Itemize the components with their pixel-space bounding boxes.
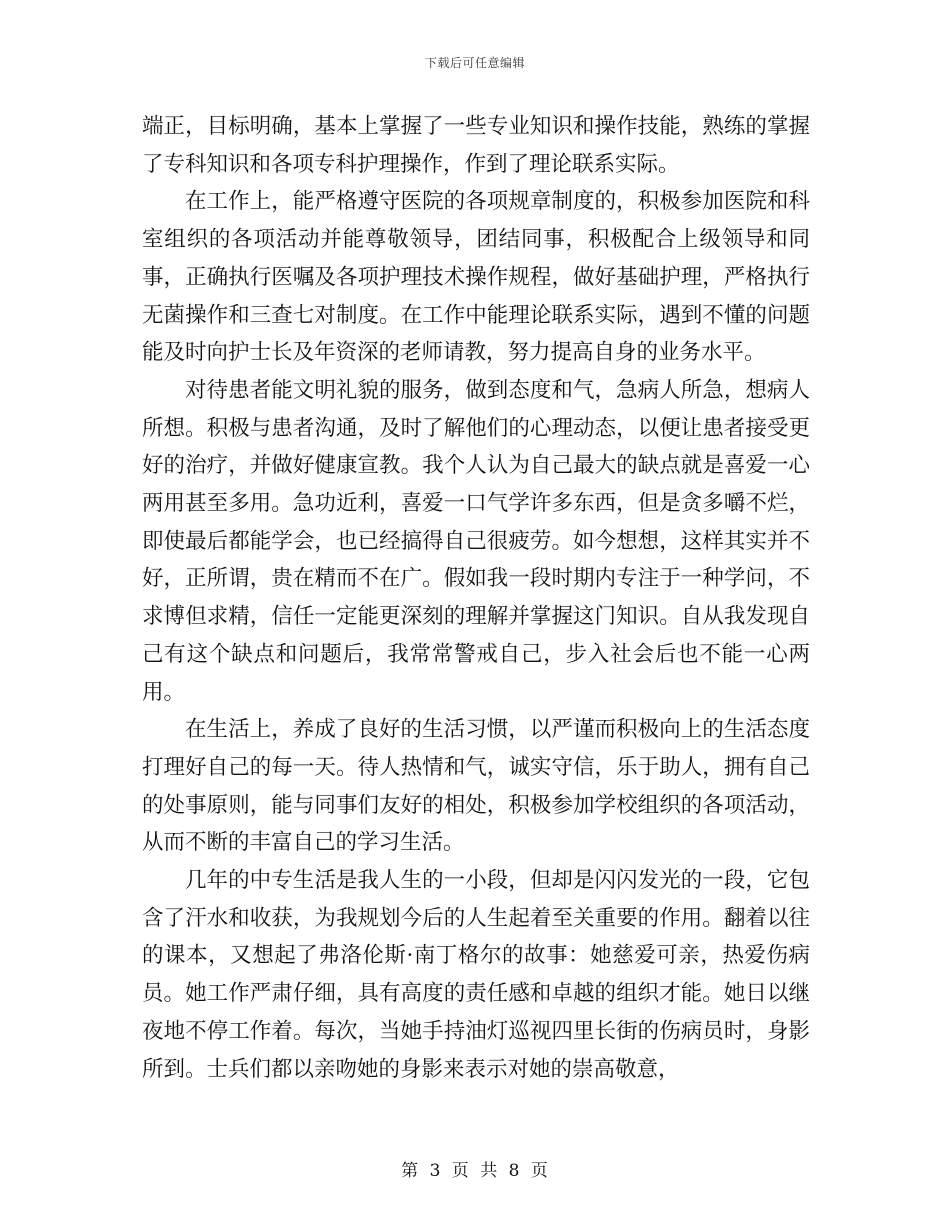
page-number-footer: 第 3 页 共 8 页 — [401, 1161, 549, 1181]
document-body — [142, 108, 810, 1088]
paragraph-3: 对待患者能文明礼貌的服务，做到态度和气，急病人所急，想病人所想。积极与患者沟通，及时了解他们的心理动态，以便让患者接受更好的治疗，并做好健康宣教。我个人认为自己最大的缺点就是喜爱一心两用甚至多用。急功近利，喜爱一口气学许多东西，但是贪多嚼不烂，即使最后都能学会，也已经搞得自己很疲劳。如今想想，这样其实并不好，正所谓，贵在精而不在广。假如我一段时期内专注于一种学问，不求博但求精，信任一定能更深刻的理解并掌握这门知识。自从我发现自己有这个缺点和问题后，我常常警戒自己，步入社会后也不能一心两用。 — [142, 377, 810, 705]
page-header-note: 下载后可任意编辑 — [424, 56, 525, 70]
paragraph-5: 几年的中专生活是我人生的一小段，但却是闪闪发光的一段，它包含了汗水和收获，为我规划今后的人生起着至关重要的作用。翻着以往的课本，又想起了弗洛伦斯·南丁格尔的故事：她慈爱可亲，热爱伤病员。她工作严肃仔细，具有高度的责任感和卓越的组织才能。她日以继夜地不停工作着。每次，当她手持油灯巡视四里长街的伤病员时，身影所到。士兵们都以亲吻她的身影来表示对她的崇高敬意， — [142, 868, 810, 1082]
paragraph-1: 端正，目标明确，基本上掌握了一些专业知识和操作技能，熟练的掌握了专科知识和各项专科护理操作，作到了理论联系实际。 — [142, 114, 810, 177]
paragraph-4: 在生活上，养成了良好的生活习惯，以严谨而积极向上的生活态度打理好自己的每一天。待人热情和气，诚实守信，乐于助人，拥有自己的处事原则，能与同事们友好的相处，积极参加学校组织的各项活动，从而不断的丰富自己的学习生活。 — [142, 717, 810, 856]
paragraph-2: 在工作上，能严格遵守医院的各项规章制度的，积极参加医院和科室组织的各项活动并能尊敬领导，团结同事，积极配合上级领导和同事，正确执行医嘱及各项护理技术操作规程，做好基础护理，严格执行无菌操作和三查七对制度。在工作中能理论联系实际，遇到不懂的问题能及时向护士长及年资深的老师请教，努力提高自身的业务水平。 — [142, 189, 810, 366]
